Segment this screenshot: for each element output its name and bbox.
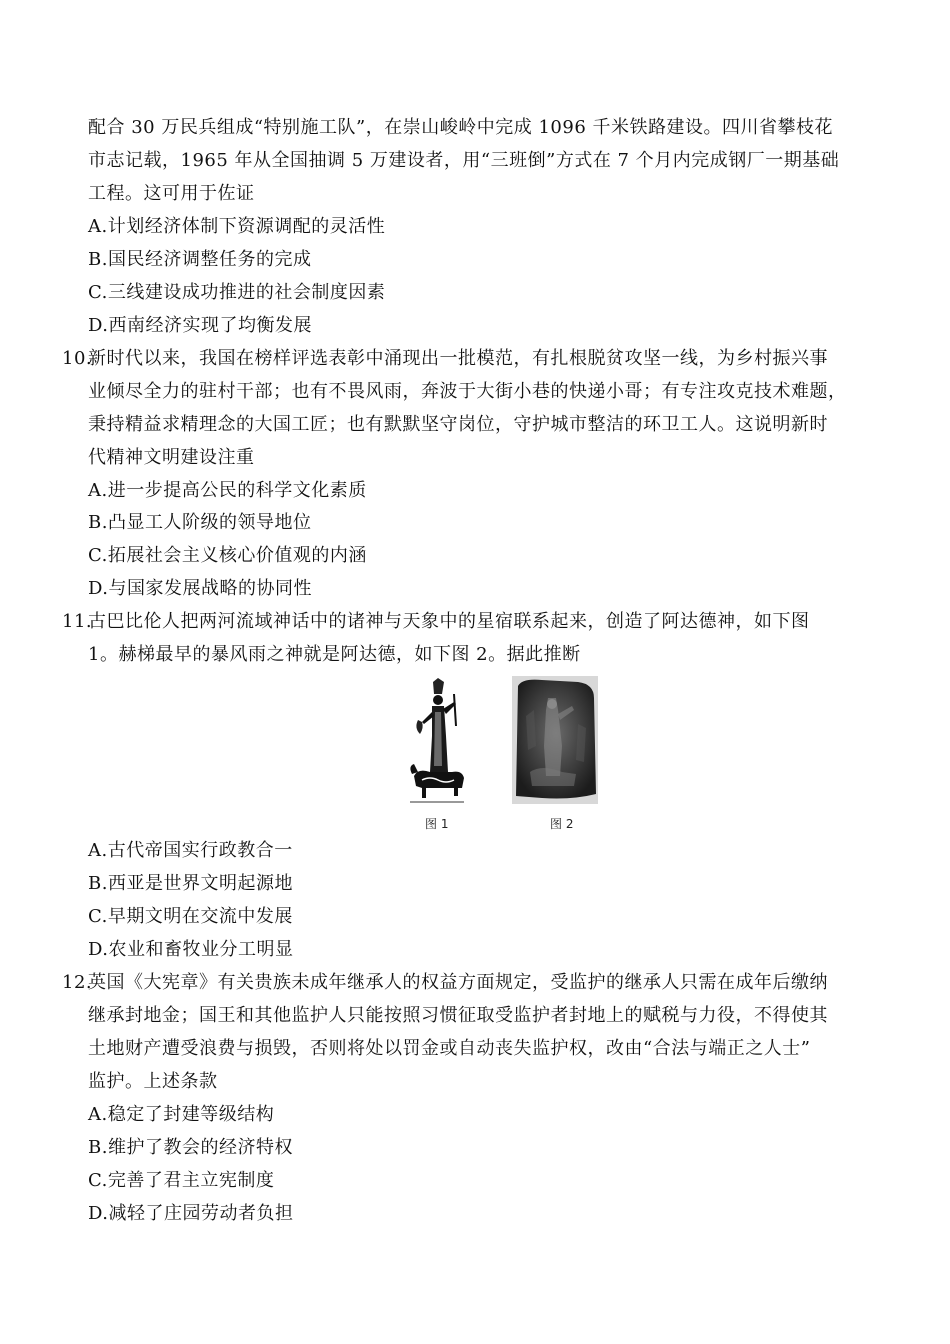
q9-option-c: C.三线建设成功推进的社会制度因素	[88, 282, 386, 303]
q12-option-c: C.完善了君主立宪制度	[88, 1170, 275, 1191]
q11-option-c: C.早期文明在交流中发展	[88, 906, 293, 927]
q11-number: 11.	[62, 611, 93, 632]
q12-option-b: B.维护了教会的经济特权	[88, 1137, 293, 1158]
q12-option-d: D.减轻了庄园劳动者负担	[88, 1203, 294, 1224]
q11-option-d: D.农业和畜牧业分工明显	[88, 939, 294, 960]
q10-option-d: D.与国家发展战略的协同性	[88, 578, 313, 599]
q10-line-4: 代精神文明建设注重	[88, 447, 255, 468]
q10-number: 10.	[62, 348, 93, 369]
q10-line-2: 业倾尽全力的驻村干部；也有不畏风雨，奔波于大街小巷的快递小哥；有专注攻克技术难题，	[88, 381, 847, 402]
q10-option-c: C.拓展社会主义核心价值观的内涵	[88, 545, 367, 566]
q11-line-2: 1。赫梯最早的暴风雨之神就是阿达德，如下图 2。据此推断	[88, 644, 581, 665]
q10-line-1: 新时代以来，我国在榜样评选表彰中涌现出一批模范，有扎根脱贫攻坚一线，为乡村振兴事	[88, 348, 828, 369]
q11-line-1: 古巴比伦人把两河流域神话中的诸神与天象中的星宿联系起来，创造了阿达德神，如下图	[88, 611, 810, 632]
q9-option-a: A.计划经济体制下资源调配的灵活性	[88, 216, 386, 237]
figure-1-adad-drawing	[408, 676, 466, 808]
q10-option-b: B.凸显工人阶级的领导地位	[88, 512, 312, 533]
q12-line-4: 监护。上述条款	[88, 1071, 218, 1092]
figure-2-stele-photo	[512, 676, 598, 804]
q9-line-3: 工程。这可用于佐证	[88, 183, 255, 204]
q10-option-a: A.进一步提高公民的科学文化素质	[88, 480, 367, 501]
q9-option-d: D.西南经济实现了均衡发展	[88, 315, 313, 336]
figure-2-caption: 图 2	[550, 817, 574, 831]
figure-1-caption: 图 1	[425, 817, 449, 831]
q11-option-a: A.古代帝国实行政教合一	[88, 840, 293, 861]
q12-number: 12.	[62, 972, 93, 993]
q9-option-b: B.国民经济调整任务的完成	[88, 249, 312, 270]
q12-line-3: 土地财产遭受浪费与损毁，否则将处以罚金或自动丧失监护权，改由“合法与端正之人士”	[88, 1038, 811, 1059]
q12-option-a: A.稳定了封建等级结构	[88, 1104, 275, 1125]
q10-line-3: 秉持精益求精理念的大国工匠；也有默默坚守岗位，守护城市整洁的环卫工人。这说明新时	[88, 414, 828, 435]
q11-option-b: B.西亚是世界文明起源地	[88, 873, 293, 894]
q12-line-2: 继承封地金；国王和其他监护人只能按照习惯征取受监护者封地上的赋税与力役，不得使其	[88, 1005, 828, 1026]
q9-line-2: 市志记载，1965 年从全国抽调 5 万建设者，用“三班倒”方式在 7 个月内完成钢厂一期基础	[88, 150, 840, 171]
q9-line-1: 配合 30 万民兵组成“特别施工队”，在崇山峻岭中完成 1096 千米铁路建设。四川省攀枝花	[88, 117, 834, 138]
q12-line-1: 英国《大宪章》有关贵族未成年继承人的权益方面规定，受监护的继承人只需在成年后缴纳	[88, 972, 828, 993]
